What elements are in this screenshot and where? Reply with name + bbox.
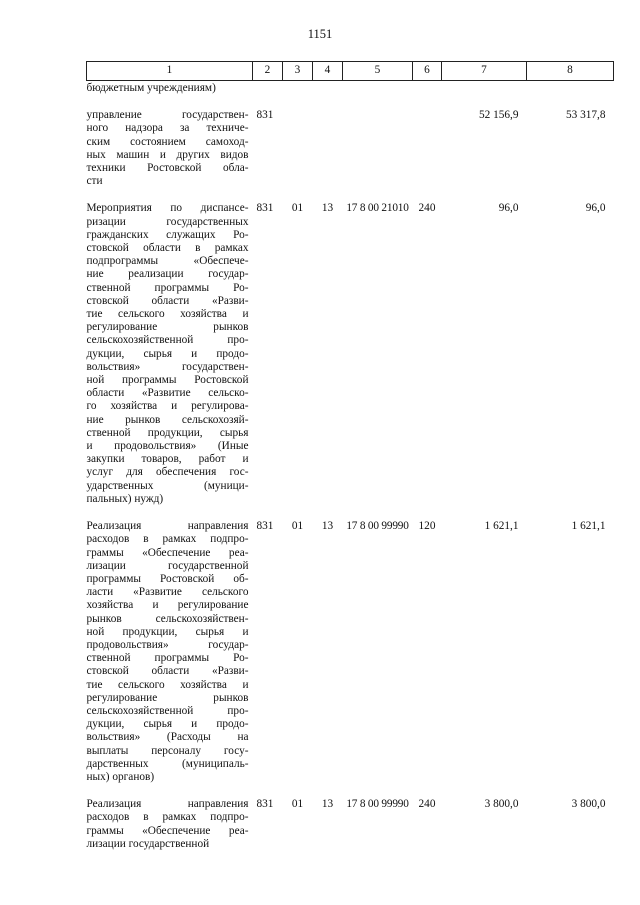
amount-year-1: 96,0 <box>498 202 519 215</box>
description-line: и продовольствия» (Иные <box>86 440 249 453</box>
amount-year-2: 53 317,8 <box>565 109 606 122</box>
expense-type-code: 240 <box>418 798 436 811</box>
table-row <box>87 202 614 506</box>
description-line: ским состоянием самоход- <box>86 135 249 148</box>
description-line: выплаты персоналу госу- <box>86 744 249 757</box>
column-header: 8 <box>527 62 614 81</box>
description-line: ной продукции, сырья и <box>86 625 249 638</box>
description-line: ние рынков сельскохозяй- <box>86 413 249 426</box>
section-code: 01 <box>291 798 304 811</box>
description-line: сельскохозяйственной про- <box>86 704 249 717</box>
amount-year-2: 96,0 <box>585 202 606 215</box>
description-line: ной программы Ростовской <box>86 374 249 387</box>
ministry-code: 831 <box>256 202 274 215</box>
column-header: 1 <box>87 62 253 81</box>
continuation-text: бюджетным учреждениям) <box>86 82 216 94</box>
description-line: дарственных (муниципаль- <box>86 757 249 770</box>
expense-type-code: 240 <box>418 202 436 215</box>
description-line: Реализация направления <box>86 798 249 811</box>
table-header <box>87 62 614 81</box>
description-line: вольствия» государствен- <box>86 360 249 373</box>
description-line: ственной продукции, сырья <box>86 426 249 439</box>
description-line: услуг для обеспечения гос- <box>86 466 249 479</box>
table-body <box>87 81 614 851</box>
table-row <box>87 798 614 851</box>
description-line: сти <box>86 175 103 188</box>
description-line: дукции, сырья и продо- <box>86 718 249 731</box>
page-number: 1151 <box>307 27 333 41</box>
description-line: ударственных (муници- <box>86 479 249 492</box>
description-line: области «Развитие сельско- <box>86 387 249 400</box>
ministry-code: 831 <box>256 109 274 122</box>
description-line: управление государствен- <box>86 109 249 122</box>
description-line: продовольствия» государ- <box>86 638 249 651</box>
header-row <box>87 62 614 81</box>
description-line: хозяйства и регулирование <box>86 599 249 612</box>
subsection-code: 13 <box>321 798 334 811</box>
column-header: 2 <box>253 62 283 81</box>
budget-table <box>86 61 614 851</box>
table-row <box>87 520 614 784</box>
row-description <box>87 109 253 188</box>
description-line: граммы «Обеспечение реа- <box>86 546 249 559</box>
target-article-code: 17 8 00 99990 <box>346 798 409 811</box>
description-line: лизации государственной <box>86 837 210 850</box>
column-header: 7 <box>442 62 527 81</box>
description-line: подпрограммы «Обеспече- <box>86 255 249 268</box>
description-line: лизации государственной <box>86 559 249 572</box>
column-header: 4 <box>313 62 343 81</box>
subsection-code: 13 <box>321 520 334 533</box>
description-line: рынков сельскохозяйствен- <box>86 612 249 625</box>
description-line: вольствия» (Расходы на <box>86 731 249 744</box>
continuation-row <box>87 81 614 96</box>
description-line: программы Ростовской об- <box>86 572 249 585</box>
description-line: ние реализации государ- <box>86 268 249 281</box>
description-line: стовской области «Разви- <box>86 294 249 307</box>
ministry-code: 831 <box>256 798 274 811</box>
description-line: расходов в рамках подпро- <box>86 533 249 546</box>
amount-year-1: 1 621,1 <box>484 520 519 533</box>
row-description <box>87 798 253 851</box>
description-line: го хозяйства и регулирова- <box>86 400 249 413</box>
description-line: Реализация направления <box>86 520 249 533</box>
description-line: сельскохозяйственной про- <box>86 334 249 347</box>
description-line: тие сельского хозяйства и <box>86 678 249 691</box>
ministry-code: 831 <box>256 520 274 533</box>
amount-year-2: 1 621,1 <box>571 520 606 533</box>
description-line: регулирование рынков <box>86 691 249 704</box>
description-line: регулирование рынков <box>86 321 249 334</box>
column-header: 5 <box>343 62 413 81</box>
section-code: 01 <box>291 520 304 533</box>
column-header: 6 <box>413 62 442 81</box>
description-line: гражданских служащих Ро- <box>86 228 249 241</box>
description-line: техники Ростовской обла- <box>86 162 249 175</box>
subsection-code <box>313 109 343 188</box>
description-line: стовской области «Разви- <box>86 665 249 678</box>
expense-type-code <box>413 109 442 188</box>
description-line: тие сельского хозяйства и <box>86 308 249 321</box>
section-code <box>283 109 313 188</box>
description-line: ственной программы Ро- <box>86 281 249 294</box>
target-article-code: 17 8 00 21010 <box>346 202 409 215</box>
description-line: Мероприятия по диспансе- <box>86 202 249 215</box>
amount-year-1: 3 800,0 <box>484 798 519 811</box>
description-line: ного надзора за техниче- <box>86 122 249 135</box>
description-line: пальных) нужд) <box>86 492 164 505</box>
amount-year-2: 3 800,0 <box>571 798 606 811</box>
section-code: 01 <box>291 202 304 215</box>
description-line: ных) органов) <box>86 770 155 783</box>
expense-type-code: 120 <box>418 520 436 533</box>
description-line: закупки товаров, работ и <box>86 453 249 466</box>
amount-year-1: 52 156,9 <box>478 109 519 122</box>
target-article-code: 17 8 00 99990 <box>346 520 409 533</box>
description-line: ласти «Развитие сельского <box>86 586 249 599</box>
row-description <box>87 202 253 506</box>
column-header: 3 <box>283 62 313 81</box>
description-line: ных машин и других видов <box>86 148 249 161</box>
target-article-code <box>343 109 413 188</box>
description-line: ственной программы Ро- <box>86 652 249 665</box>
subsection-code: 13 <box>321 202 334 215</box>
description-line: стовской области в рамках <box>86 242 249 255</box>
description-line: ризации государственных <box>86 215 249 228</box>
description-line: дукции, сырья и продо- <box>86 347 249 360</box>
description-line: расходов в рамках подпро- <box>86 811 249 824</box>
row-description <box>87 520 253 784</box>
table-row <box>87 109 614 188</box>
description-line: граммы «Обеспечение реа- <box>86 824 249 837</box>
